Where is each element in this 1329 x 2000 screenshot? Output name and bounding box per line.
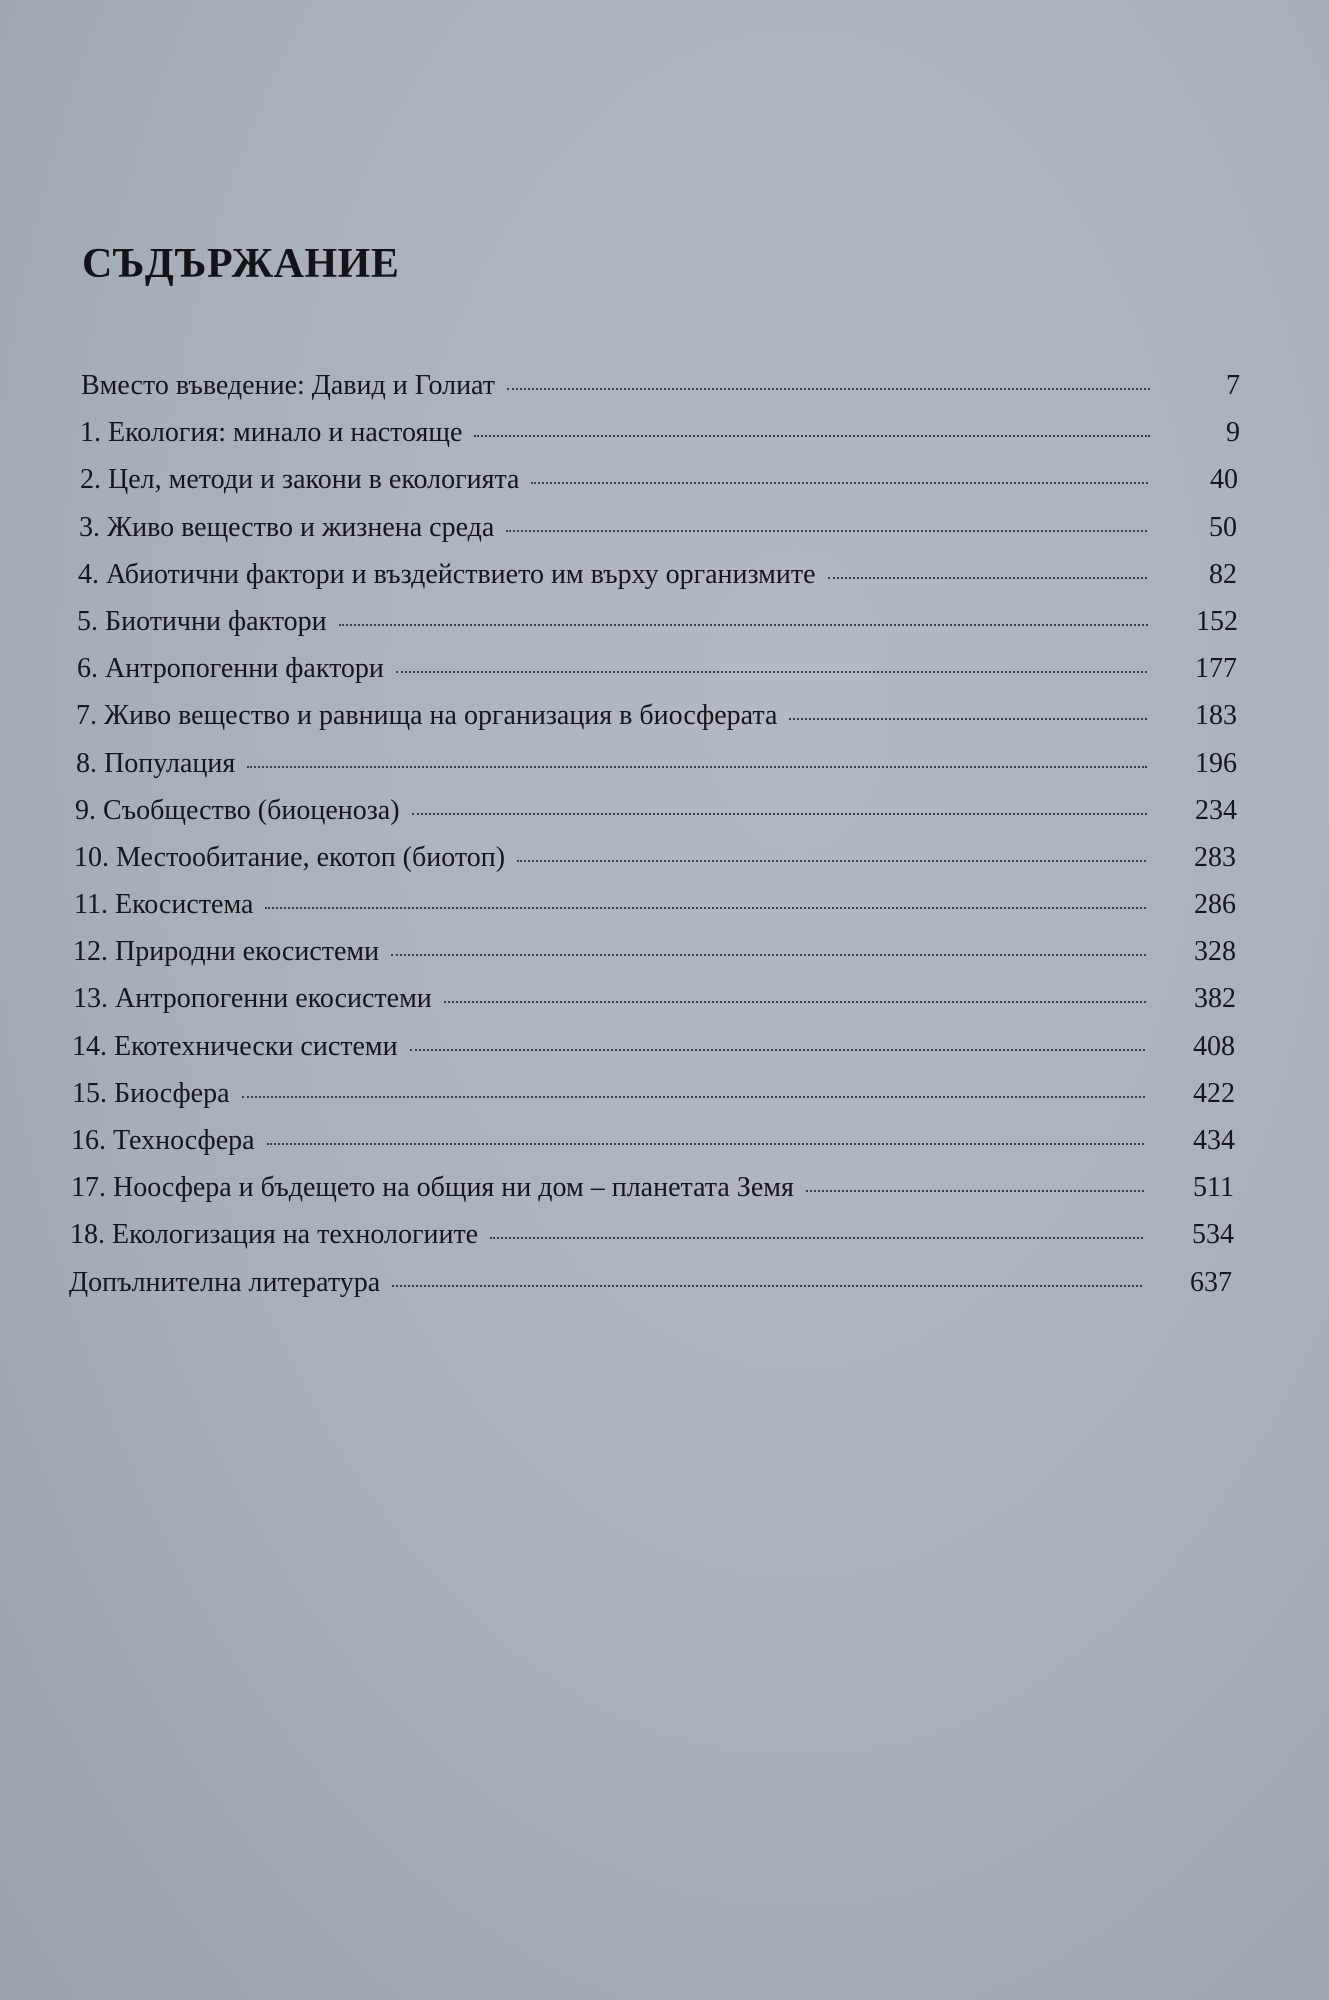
toc-leader-dots (828, 576, 1147, 579)
toc-entry (0, 1259, 1329, 1306)
toc-entry (0, 1164, 1329, 1211)
toc-leader-dots (412, 812, 1147, 815)
toc-entry-page: 511 (1193, 1172, 1234, 1204)
toc-entry (0, 834, 1329, 881)
toc-entry-page: 408 (1193, 1030, 1235, 1062)
toc-entry-title: 13. Антропогенни екосистеми (73, 983, 432, 1015)
toc-entry-title: 5. Биотични фактори (77, 605, 327, 637)
toc-entry-title: Допълнителна литература (69, 1266, 381, 1298)
toc-leader-dots (265, 906, 1146, 909)
toc-entry-title: Вместо въведение: Давид и Голиат (81, 370, 495, 401)
toc-entry (0, 740, 1329, 787)
toc-entry-title: 6. Антропогенни фактори (77, 653, 384, 685)
toc-entry-page: 382 (1194, 983, 1236, 1015)
toc-entry-page: 40 (1210, 464, 1238, 496)
toc-leader-dots (396, 670, 1147, 673)
toc-entry (0, 362, 1329, 409)
toc-entry (0, 456, 1329, 503)
toc-entry-title: 16. Техносфера (71, 1125, 255, 1156)
toc-entry-page: 422 (1193, 1077, 1235, 1109)
toc-entry-page: 283 (1194, 841, 1236, 873)
page-title: СЪДЪРЖАНИЕ (82, 241, 400, 287)
toc-entry-page: 286 (1194, 889, 1236, 921)
toc-entry-title: 10. Местообитание, екотоп (биотоп) (74, 841, 506, 873)
toc-entry-page: 183 (1195, 700, 1237, 732)
toc-entry-title: 12. Природни екосистеми (73, 936, 380, 968)
toc-leader-dots (531, 481, 1148, 484)
toc-leader-dots (474, 434, 1150, 437)
toc-entry-title: 2. Цел, методи и закони в екологията (80, 464, 520, 496)
toc-entry-title: 1. Екология: минало и настояще (80, 417, 463, 449)
toc-entry-page: 152 (1196, 605, 1238, 637)
toc-leader-dots (490, 1236, 1143, 1239)
toc-leader-dots (506, 529, 1147, 532)
toc-entry-page: 234 (1195, 794, 1237, 826)
toc-leader-dots (789, 717, 1147, 720)
toc-entry-page: 9 (1226, 417, 1240, 449)
toc-entry-title: 11. Екосистема (74, 889, 254, 921)
toc-leader-dots (267, 1142, 1144, 1145)
toc-entry-title: 17. Ноосфера и бъдещето на общия ни дом – планетата Земя (71, 1172, 794, 1204)
toc-entry-page: 534 (1192, 1219, 1234, 1251)
toc-leader-dots (806, 1189, 1144, 1192)
toc-entry-page: 434 (1193, 1125, 1235, 1156)
toc-entry (0, 787, 1329, 834)
toc-leader-dots (247, 765, 1147, 768)
toc-entry-title: 18. Екологизация на технологиите (70, 1219, 479, 1251)
toc-entry-title: 8. Популация (76, 747, 236, 779)
toc-entry-title: 15. Биосфера (72, 1077, 230, 1109)
toc-entry (0, 692, 1329, 739)
toc-entry-title: 7. Живо вещество и равнища на организация в биосферата (76, 700, 778, 732)
toc-leader-dots (410, 1048, 1145, 1051)
toc-leader-dots (392, 1284, 1142, 1287)
toc-entry-page: 328 (1194, 936, 1236, 968)
toc-leader-dots (444, 1000, 1146, 1003)
toc-entry (0, 409, 1329, 456)
toc-leader-dots (507, 387, 1150, 390)
toc-entry-page: 637 (1190, 1266, 1232, 1298)
toc-leader-dots (391, 953, 1146, 956)
toc-entry (0, 598, 1329, 645)
table-of-contents (0, 362, 1329, 1306)
toc-entry (0, 504, 1329, 551)
toc-entry-title: 9. Съобщество (биоценоза) (75, 794, 400, 826)
toc-entry-page: 7 (1226, 370, 1240, 401)
toc-entry (0, 551, 1329, 598)
toc-entry-title: 4. Абиотични фактори и въздействието им върху организмите (78, 558, 816, 590)
toc-entry (0, 975, 1329, 1022)
toc-entry-page: 50 (1209, 511, 1237, 543)
toc-entry-title: 14. Екотехнически системи (72, 1030, 398, 1062)
toc-entry (0, 645, 1329, 692)
toc-entry-title: 3. Живо вещество и жизнена среда (79, 511, 495, 543)
toc-entry (0, 1070, 1329, 1117)
toc-leader-dots (339, 623, 1148, 626)
toc-leader-dots (517, 859, 1146, 862)
toc-entry (0, 881, 1329, 928)
toc-entry (0, 1023, 1329, 1070)
toc-entry (0, 928, 1329, 975)
toc-entry-page: 82 (1209, 558, 1237, 590)
toc-entry-page: 177 (1195, 653, 1237, 685)
toc-entry (0, 1117, 1329, 1164)
toc-entry-page: 196 (1195, 747, 1237, 779)
toc-entry (0, 1211, 1329, 1258)
toc-leader-dots (242, 1095, 1145, 1098)
